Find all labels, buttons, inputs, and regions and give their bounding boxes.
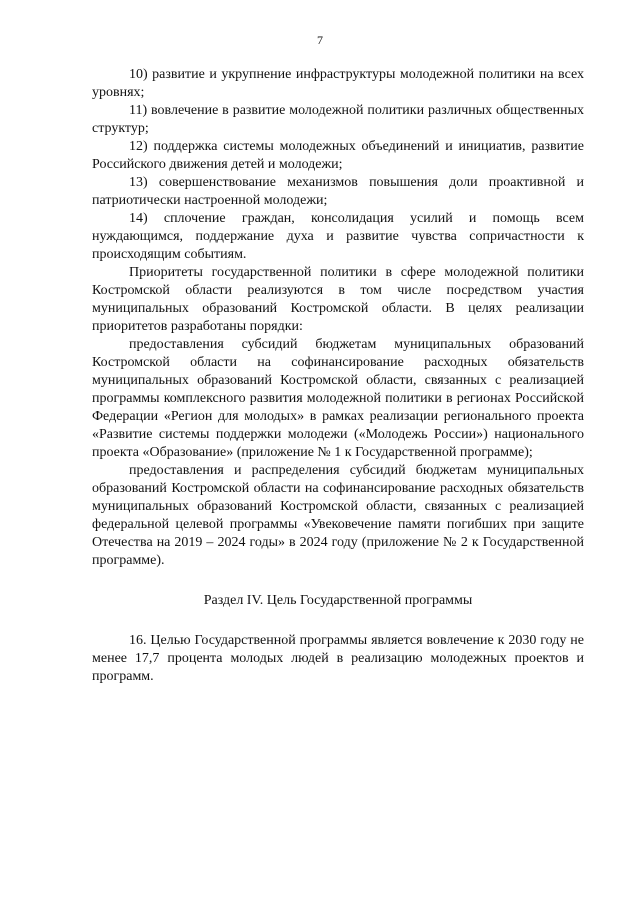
page-number: 7 xyxy=(317,33,323,47)
paragraph-goal: 16. Целью Государственной программы является вовлечение к 2030 году не менее 17,7 процента молодых людей в реализацию молодежных проектов и программ. xyxy=(92,633,584,684)
document-body xyxy=(92,66,584,686)
paragraph-subsidy-procedure-1: предоставления субсидий бюджетам муниципальных образований Костромской области на софинансирование расходных обязательств муниципальных образований Костромской области, связанных с реализацией программы комплексного развития молодежной политики в регионах Российской Федерации «Регион для молодых» в рамках реализации регионального проекта «Развитие системы поддержки молодежи («Молодежь России») национального проекта «Образование» (приложение № 1 к Государственной программе); xyxy=(92,337,584,460)
paragraph-subsidy-procedure-2: предоставления и распределения субсидий бюджетам муниципальных образований Костромской области на софинансирование расходных обязательств муниципальных образований Костромской области, связанных с реализацией федеральной целевой программы «Увековечение памяти погибших при защите Отечества на 2019 – 2024 годы» в 2024 году (приложение № 2 к Государственной программе). xyxy=(92,463,584,568)
paragraph-item-11: 11) вовлечение в развитие молодежной политики различных общественных структур; xyxy=(92,103,584,136)
paragraph-item-10: 10) развитие и укрупнение инфраструктуры молодежной политики на всех уровнях; xyxy=(92,67,584,100)
paragraph-item-14: 14) сплочение граждан, консолидация усилий и помощь всем нуждающимся, поддержание духа и развитие чувства сопричастности к происходящим событиям. xyxy=(92,211,584,262)
paragraph-priorities: Приоритеты государственной политики в сфере молодежной политики Костромской области реализуются в том числе посредством участия муниципальных образований Костромской области. В целях реализации приоритетов разработаны порядки: xyxy=(92,265,584,334)
paragraph-item-12: 12) поддержка системы молодежных объединений и инициатив, развитие Российского движения детей и молодежи; xyxy=(92,139,584,172)
paragraph-item-13: 13) совершенствование механизмов повышения доли проактивной и патриотически настроенной молодежи; xyxy=(92,175,584,208)
section-heading: Раздел IV. Цель Государственной программы xyxy=(203,593,473,608)
